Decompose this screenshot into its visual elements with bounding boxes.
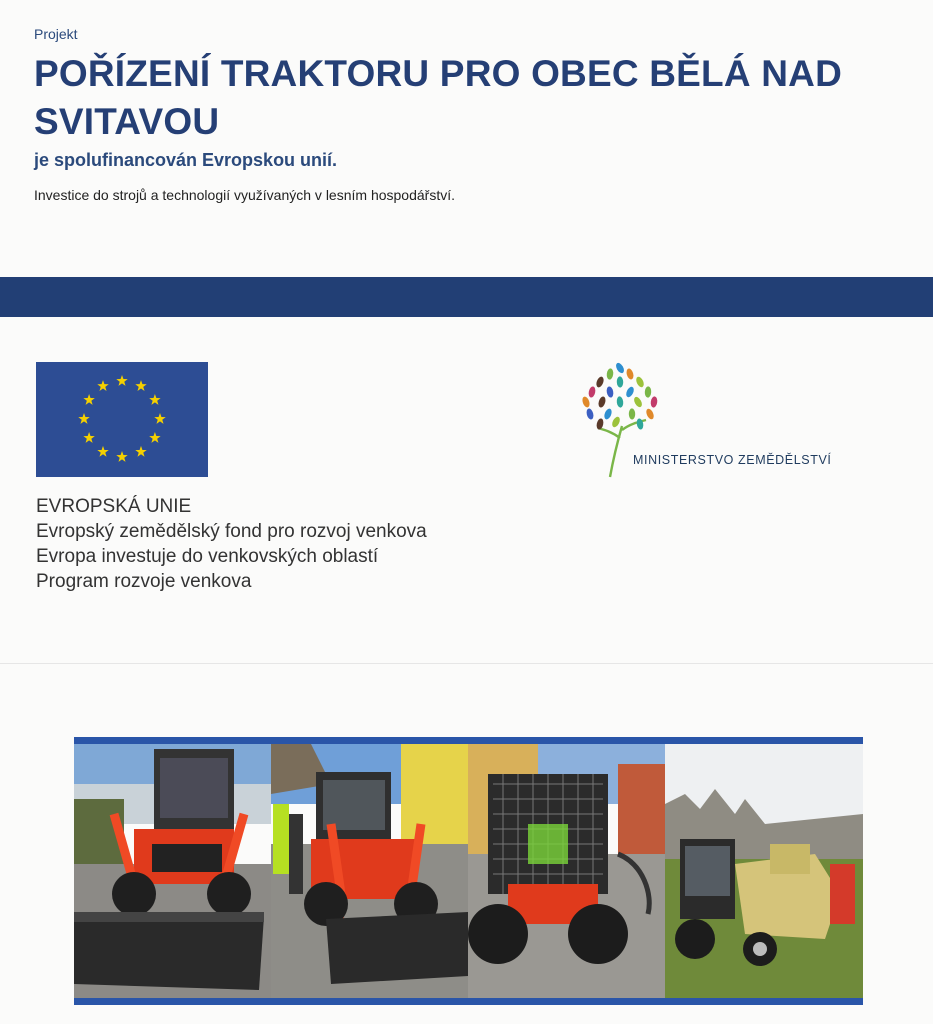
photo-strip-bottom-bar: [74, 998, 863, 1005]
leaf-icon: [603, 408, 613, 421]
tractor-rear-view-photo: [468, 744, 665, 998]
photo-strip: [74, 737, 863, 1005]
leaf-icon: [606, 368, 614, 380]
eu-star-icon: [116, 375, 127, 386]
leaf-icon: [588, 386, 597, 398]
eu-star-icon: [97, 380, 108, 391]
leaf-icon: [614, 362, 625, 375]
eu-text-block: [36, 494, 427, 594]
project-label: Projekt: [34, 26, 78, 42]
leaf-icon: [645, 408, 655, 421]
section-separator: [0, 663, 933, 664]
tractor-with-people-photo: [271, 744, 468, 998]
leaf-icon: [585, 408, 594, 420]
leaf-icon: [635, 376, 646, 389]
eu-star-icon: [135, 446, 146, 457]
leaf-icon: [650, 396, 658, 408]
leaf-icon: [597, 396, 606, 409]
eu-star-icon: [83, 394, 94, 405]
project-description: Investice do strojů a technologií využívaných v lesním hospodářství.: [34, 187, 455, 203]
leaf-icon: [625, 368, 634, 381]
leaf-icon: [625, 386, 636, 399]
leaf-icon: [606, 386, 614, 398]
eu-flag-icon: [36, 362, 208, 477]
leaf-icon: [611, 416, 622, 429]
eu-star-icon: [149, 394, 160, 405]
leaf-icon: [632, 396, 643, 409]
eu-star-icon: [78, 413, 89, 424]
leaf-icon: [616, 396, 624, 408]
leaf-icon: [617, 376, 624, 387]
eu-star-icon: [149, 432, 160, 443]
eu-programme: Program rozvoje venkova: [36, 571, 252, 592]
tractor-front-loader-photo: [74, 744, 271, 998]
leaf-icon: [581, 396, 591, 409]
photo-strip-top-bar: [74, 737, 863, 744]
eu-star-icon: [135, 380, 146, 391]
eu-star-icon: [97, 446, 108, 457]
eu-star-icon: [154, 413, 165, 424]
eu-name: EVROPSKÁ UNIE: [36, 496, 192, 517]
tractor-with-wood-chipper-photo: [665, 744, 863, 998]
eu-slogan: Evropa investuje do venkovských oblastí: [36, 546, 379, 567]
leaf-icon: [645, 386, 652, 398]
cofinancing-subtitle: je spolufinancován Evropskou unií.: [34, 150, 338, 170]
leaf-icon: [595, 376, 605, 389]
page-title: POŘÍZENÍ TRAKTORU PRO OBEC BĚLÁ NAD SVITAVOU: [34, 53, 843, 142]
blue-divider-band: [0, 277, 933, 317]
eu-fund-name: Evropský zemědělský fond pro rozvoj venkova: [36, 521, 427, 542]
ministry-label: MINISTERSTVO ZEMĚDĚLSTVÍ: [633, 453, 832, 467]
eu-star-icon: [116, 451, 127, 462]
leaf-icon: [629, 408, 636, 419]
eu-star-icon: [83, 432, 94, 443]
